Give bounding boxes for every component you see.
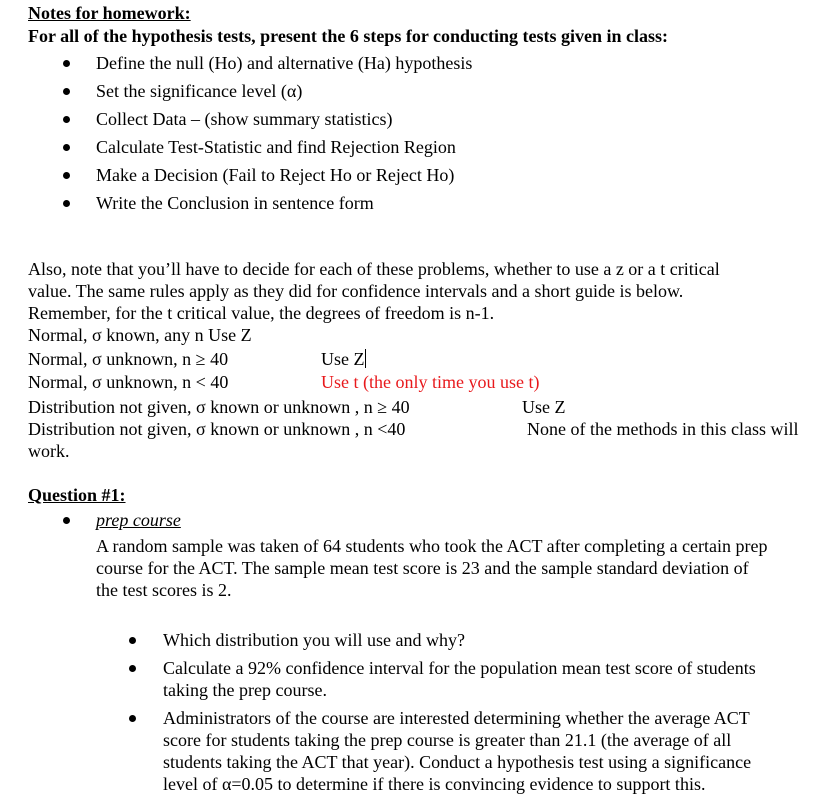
question-item: Administrators of the course are interested determining whether the average ACT [163, 708, 750, 728]
question-title: Question #1: [28, 485, 126, 505]
question-desc: course for the ACT. The sample mean test score is 23 and the sample standard deviation of [96, 558, 749, 578]
bullet-icon [129, 715, 136, 722]
question-item: Which distribution you will use and why? [163, 630, 465, 650]
rule-condition: Normal, σ unknown, n ≥ 40 [28, 349, 229, 369]
guide-paragraph: Also, note that you’ll have to decide for each of these problems, whether to use a z or a t critical [28, 259, 720, 279]
question-desc: the test scores is 2. [96, 580, 232, 600]
guide-paragraph: value. The same rules apply as they did for confidence intervals and a short guide is below. [28, 281, 684, 301]
question-item: score for students taking the prep course is greater than 21.1 (the average of all [163, 730, 732, 750]
notes-intro: For all of the hypothesis tests, present the 6 steps for conducting tests given in class: [28, 26, 668, 46]
step-item: Make a Decision (Fail to Reject Ho or Reject Ho) [96, 165, 455, 185]
rule-tail: work. [28, 441, 70, 461]
rule-use: Use t (the only time you use t) [321, 372, 540, 392]
rule-use: Use Z [522, 397, 566, 417]
bullet-icon [129, 665, 136, 672]
bullet-icon [63, 200, 70, 207]
rule-use: None of the methods in this class will [527, 419, 799, 439]
question-item: level of α=0.05 to determine if there is convincing evidence to support this. [163, 774, 706, 794]
bullet-icon [63, 116, 70, 123]
question-topic: prep course [96, 510, 181, 530]
step-item: Set the significance level (α) [96, 81, 303, 101]
rule-condition: Distribution not given, σ known or unknown , n <40 [28, 419, 406, 439]
question-item: students taking the ACT that year). Conduct a hypothesis test using a significance [163, 752, 752, 772]
question-item: Calculate a 92% confidence interval for the population mean test score of students [163, 658, 756, 678]
rule-condition: Distribution not given, σ known or unknown , n ≥ 40 [28, 397, 410, 417]
bullet-icon [63, 88, 70, 95]
guide-paragraph: Remember, for the t critical value, the degrees of freedom is n-1. [28, 303, 495, 323]
bullet-icon [63, 172, 70, 179]
step-item: Collect Data – (show summary statistics) [96, 109, 393, 129]
question-desc: A random sample was taken of 64 students who took the ACT after completing a certain prep [96, 536, 768, 556]
rule-use-text: Use Z [321, 349, 365, 369]
question-item: taking the prep course. [163, 680, 327, 700]
rule-condition: Normal, σ unknown, n < 40 [28, 372, 229, 392]
rule-condition: Normal, σ known, any n Use Z [28, 325, 252, 345]
bullet-icon [63, 517, 70, 524]
step-item: Define the null (Ho) and alternative (Ha) hypothesis [96, 53, 473, 73]
bullet-icon [63, 144, 70, 151]
notes-title: Notes for homework: [28, 3, 191, 23]
bullet-icon [63, 60, 70, 67]
rule-use [321, 348, 366, 370]
step-item: Write the Conclusion in sentence form [96, 193, 374, 213]
bullet-icon [129, 637, 136, 644]
step-item: Calculate Test-Statistic and find Rejection Region [96, 137, 456, 157]
text-cursor [365, 349, 366, 368]
